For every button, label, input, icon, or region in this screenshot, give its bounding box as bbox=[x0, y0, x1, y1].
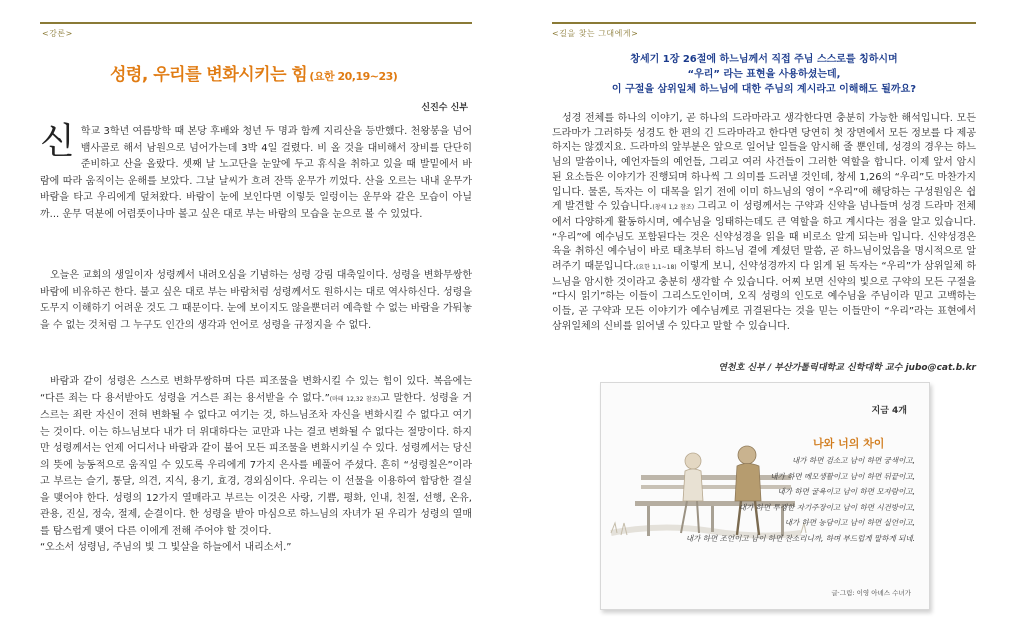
poem-credit: 글·그림: 이영 아녜스 수녀가 bbox=[831, 589, 911, 597]
paragraph-3-text-b: 고 말한다. 성령을 거스르는 죄란 자신이 전혀 변화될 수 없다고 여기는 것, 하느님조차 자신을 변화시킬 수 없다고 여기는 것이다. 이는 하느님보다 내가 더 위대하다는 교만과 나는 결코 변화될 수 없다는 절망이다. 하지만 성령께서는 언제 어디서나 바람과 같이 불어 모든 피조물을 변화시키실 수 있다. 성령께서는 당신의 뜻에 능동적으로 움직일 수 있도록 우리에게 7가지 은사를 베풀어 주셨다. 흔히 “성령칠은”이라고 부르는 슬기, 통달, 의견, 지식, 용기, 효경, 경외심이다. 우리는 이 선물을 이용하여 합당한 결실을 맺어야 한다. 성령의 12가지 열매라고 부르는 이것은 사랑, 기쁨, 평화, 인내, 친절, 선행, 온유, 관용, 진실, 정숙, 절제, 순결이다. 한 성령을 받아 마심으로 하느님의 자녀가 된 우리가 성령의 열매를 탐스럽게 맺어 다른 이에게 전해 주어야 할 것이다. bbox=[40, 392, 472, 537]
answer-text-a: 성경 전체를 하나의 이야기, 곧 하나의 드라마라고 생각한다면 충분히 가능한 해석입니다. 모든 드라마가 그러하듯 성경도 한 편의 긴 드라마라고 한다면 당연히 첫 장면에서 모든 정보를 다 제공하지는 않겠지요. 드라마의 앞부분은 앞으로 일어날 일들을 암시해 줄 뿐인데, 성경의 경우는 하느님의 말씀이나, 예언자들의 예언들, 그리고 여러 사건들이 그러한 역할을 합니다. 이제 앞서 암시된 요소들은 이야기가 진행되며 하나씩 그 의미를 드러낼 것인데, 창세 1,26의 “우리”도 마찬가지입니다. 물론, 독자는 이 대목을 읽기 전에 이미 하느님의 영이 “우리”에 해당하는 구성원임은 쉽게 발견할 수 있습니다. bbox=[552, 113, 976, 213]
homily-title-reference: (요한 20,19~23) bbox=[309, 70, 398, 83]
homily-author: 신진수 신부 bbox=[421, 103, 468, 113]
right-page bbox=[512, 0, 1024, 621]
question-line-3: 이 구절을 삼위일체 하느님에 대한 주님의 계시라고 이해해도 될까요? bbox=[611, 84, 917, 95]
answer-body bbox=[552, 112, 976, 335]
poem-title: 나와 너의 차이 bbox=[813, 437, 885, 450]
paragraph-1-text: 학교 3학년 여름방학 때 본당 후배와 청년 두 명과 함께 지리산을 등반했다. 천왕봉을 넘어 뱀사골로 해서 남원으로 넘어가는데 3박 4일 걸렸다. 비 올 것을 대비해서 장비를 단단히 준비하고 산을 올랐다. 셋째 날 노고단을 눈앞에 두고 휴식을 취하고 있을 때 발밑에서 바람에 따라 움직이는 운해를 보았다. 그날 날씨가 흐려 잔뜩 운무가 끼었다. 산을 오르는 내내 운무가 바람을 타고 우리에게 덮쳐왔다. 바람이 눈에 보인다면 이렇듯 일렁이는 운무와 같은 모습이 아닐까... 운무 덕분에 어렴풋이나마 볼고 싶은 대로 부는 바람의 모습을 눈으로 볼 수 있었다. bbox=[40, 126, 472, 220]
header-rule-right bbox=[552, 22, 976, 24]
homily-paragraph-3 bbox=[40, 374, 472, 557]
homily-paragraph-1 bbox=[40, 121, 472, 223]
poem-line: 내가 하면 검소고 남이 하면 궁색이고, bbox=[792, 456, 915, 465]
drop-cap: 신 bbox=[40, 121, 75, 162]
poem-line: 내가 하면 굴욕이고 남이 하면 모자람이고, bbox=[777, 487, 915, 496]
question-line-1: 창세기 1장 26절에 하느님께서 직접 주님 스스로를 칭하시며 bbox=[630, 54, 898, 65]
poem-line: 내가 하면 조언이고 남이 하면 잔소리니까, 하며 부드럽게 말하게 되네. bbox=[685, 533, 915, 543]
section-tag-right: <길을 찾는 그대에게> bbox=[552, 29, 639, 38]
question-line-2: “우리” 라는 표현을 사용하셨는데, bbox=[687, 69, 841, 80]
poem-line: 내가 하면 농담이고 남이 하면 실언이고, bbox=[784, 518, 915, 527]
question-heading bbox=[552, 52, 976, 97]
section-tag-left: <강론> bbox=[42, 29, 73, 38]
closing-prayer: “오소서 성령님, 주님의 빛 그 빛살을 하늘에서 내리소서.” bbox=[40, 542, 292, 553]
homily-title-text: 성령, 우리를 변화시키는 힘 bbox=[110, 65, 308, 85]
poem-lines bbox=[685, 453, 915, 546]
poem-line: 내가 하면 메모생활이고 남이 하면 뒤끝이고, bbox=[770, 471, 915, 481]
homily-paragraph-2: 오늘은 교회의 생일이자 성령께서 내려오심을 기념하는 성령 강림 대축일이다. 성령을 변화무쌍한 바람에 비유하곤 한다. 불고 싶은 대로 부는 바람처럼 성령께서도 원하시는 대로 역사하신다. 성령을 도무지 이해하기 어려운 것도 그 때문이다. 눈에 보이지도 않을뿐더러 예측할 수 없는 바람을 가둬놓을 수 없는 것처럼 그 누구도 인간의 생각과 언어로 성령을 규정지을 수 없다. bbox=[40, 270, 472, 331]
homily-title bbox=[110, 60, 397, 85]
paragraph-3-text-a: 바람과 같이 성령은 스스로 변화무쌍하며 다른 피조물을 변화시킬 수 있는 힘이 있다. 복음에는 “다른 죄는 다 용서받아도 성령을 거스른 죄는 용서받을 수 없다.” bbox=[40, 376, 472, 404]
scripture-reference: (마태 12,32 참조) bbox=[329, 395, 380, 403]
answer-reference-1: (창세 1,2 참조) bbox=[652, 204, 695, 212]
answer-signature: 연천호 신부 / 부산가톨릭대학교 신학대학 교수 jubo@cat.b.kr bbox=[718, 363, 976, 373]
header-rule-left bbox=[40, 22, 472, 24]
poem-card bbox=[600, 382, 930, 610]
answer-text-b: 그리고 이 성령께서는 구약과 신약을 넘나들며 성경 드라마 전체에서 다양하게 활동하시며, 예수님을 잉태하는데도 큰 역할을 하고 계시다는 점을 알고 있습니다. “우리”에 예수님도 포함된다는 것은 신약성경을 읽을 때 비로소 알게 되는바 입니다. 신약성경은 육을 취하신 예수님이 바로 태초부터 하느님 곁에 계셨던 말씀, 곧 하느님이었음을 명시적으로 알려주기 때문입니다. bbox=[552, 201, 976, 273]
poem-line: 내가 하면 투쟁한 자기주장이고 남이 하면 시건방이고, bbox=[738, 502, 915, 512]
poem-number: 지금 4개 bbox=[871, 406, 907, 416]
answer-reference-2: (요한 1,1~18) bbox=[635, 264, 677, 272]
answer-text-c: 이렇게 보니, 신약성경까지 다 읽게 된 독자는 “우리”가 삼위일체 하느님을 암시한 것이라고 충분히 생각할 수 있습니다. 어찌 보면 신약의 빛으로 구약의 모든 구절을 “다시 읽기”하는 이들이 그리스도인이며, 오직 성령의 인도로 예수님을 주님이라 믿고 고백하는 이들, 곧 구약과 모든 이야기가 예수님께로 귀결된다는 것을 믿는 이들만이 “우리”라는 표현에서 삼위일체의 신비를 읽어낼 수 있다고 말할 수 있습니다. bbox=[552, 261, 977, 332]
